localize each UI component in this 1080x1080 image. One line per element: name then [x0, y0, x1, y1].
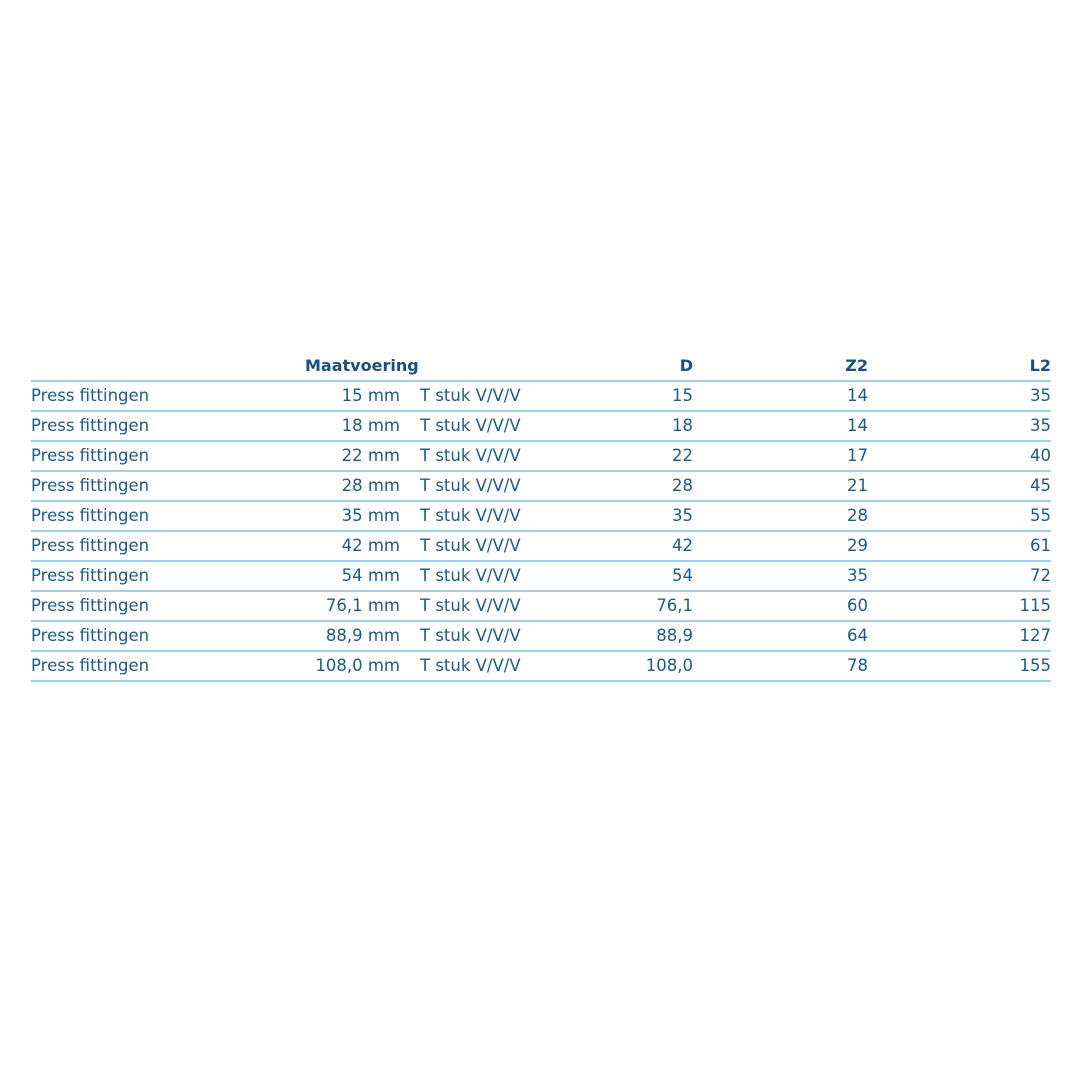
- header-l2: L2: [1029, 356, 1051, 375]
- cell-d: 76,1: [656, 596, 693, 615]
- table-row: [31, 442, 1051, 472]
- cell-product: Press fittingen: [31, 386, 150, 405]
- cell-l2: 40: [1030, 446, 1051, 465]
- cell-l2: 61: [1030, 536, 1051, 555]
- cell-l2: 45: [1030, 476, 1051, 495]
- cell-d: 28: [672, 476, 693, 495]
- cell-z2: 64: [847, 626, 868, 645]
- cell-product: Press fittingen: [31, 476, 150, 495]
- cell-d: 35: [672, 506, 693, 525]
- cell-d: 18: [672, 416, 693, 435]
- cell-d: 54: [672, 566, 693, 585]
- cell-z2: 14: [847, 416, 868, 435]
- cell-z2: 21: [847, 476, 868, 495]
- cell-z2: 35: [847, 566, 868, 585]
- cell-l2: 55: [1030, 506, 1051, 525]
- cell-type: T stuk V/V/V: [420, 416, 521, 435]
- table-row: [31, 502, 1051, 532]
- cell-size: 88,9 mm: [325, 626, 400, 645]
- cell-size: 18 mm: [341, 416, 400, 435]
- header-d: D: [679, 356, 693, 375]
- cell-z2: 17: [847, 446, 868, 465]
- cell-d: 42: [672, 536, 693, 555]
- cell-l2: 72: [1030, 566, 1051, 585]
- cell-type: T stuk V/V/V: [420, 506, 521, 525]
- cell-product: Press fittingen: [31, 596, 150, 615]
- cell-type: T stuk V/V/V: [420, 476, 521, 495]
- cell-l2: 127: [1019, 626, 1051, 645]
- table-row: [31, 622, 1051, 652]
- cell-product: Press fittingen: [31, 566, 150, 585]
- cell-d: 15: [672, 386, 693, 405]
- cell-size: 15 mm: [341, 386, 400, 405]
- cell-size: 108,0 mm: [315, 656, 400, 675]
- table-row: [31, 382, 1051, 412]
- cell-product: Press fittingen: [31, 506, 150, 525]
- cell-l2: 35: [1030, 416, 1051, 435]
- cell-d: 108,0: [645, 656, 693, 675]
- table-row: [31, 652, 1051, 682]
- table-row: [31, 562, 1051, 592]
- cell-product: Press fittingen: [31, 536, 150, 555]
- cell-z2: 29: [847, 536, 868, 555]
- cell-type: T stuk V/V/V: [420, 626, 521, 645]
- cell-z2: 28: [847, 506, 868, 525]
- cell-z2: 14: [847, 386, 868, 405]
- cell-size: 54 mm: [341, 566, 400, 585]
- cell-l2: 155: [1019, 656, 1051, 675]
- header-z2: Z2: [845, 356, 868, 375]
- cell-product: Press fittingen: [31, 416, 150, 435]
- cell-size: 28 mm: [341, 476, 400, 495]
- table-row: [31, 592, 1051, 622]
- cell-size: 76,1 mm: [325, 596, 400, 615]
- cell-type: T stuk V/V/V: [420, 596, 521, 615]
- cell-z2: 78: [847, 656, 868, 675]
- cell-product: Press fittingen: [31, 626, 150, 645]
- cell-type: T stuk V/V/V: [420, 536, 521, 555]
- cell-product: Press fittingen: [31, 656, 150, 675]
- cell-l2: 115: [1019, 596, 1051, 615]
- cell-type: T stuk V/V/V: [420, 386, 521, 405]
- spec-table: [31, 352, 1051, 682]
- cell-l2: 35: [1030, 386, 1051, 405]
- cell-type: T stuk V/V/V: [420, 656, 521, 675]
- cell-type: T stuk V/V/V: [420, 446, 521, 465]
- cell-z2: 60: [847, 596, 868, 615]
- cell-product: Press fittingen: [31, 446, 150, 465]
- cell-d: 22: [672, 446, 693, 465]
- table-row: [31, 472, 1051, 502]
- cell-type: T stuk V/V/V: [420, 566, 521, 585]
- table-header-row: [31, 352, 1051, 382]
- cell-size: 22 mm: [341, 446, 400, 465]
- cell-size: 35 mm: [341, 506, 400, 525]
- table-row: [31, 532, 1051, 562]
- table-row: [31, 412, 1051, 442]
- table-body: [31, 382, 1051, 682]
- header-maatvoering: Maatvoering: [305, 356, 419, 375]
- cell-size: 42 mm: [341, 536, 400, 555]
- cell-d: 88,9: [656, 626, 693, 645]
